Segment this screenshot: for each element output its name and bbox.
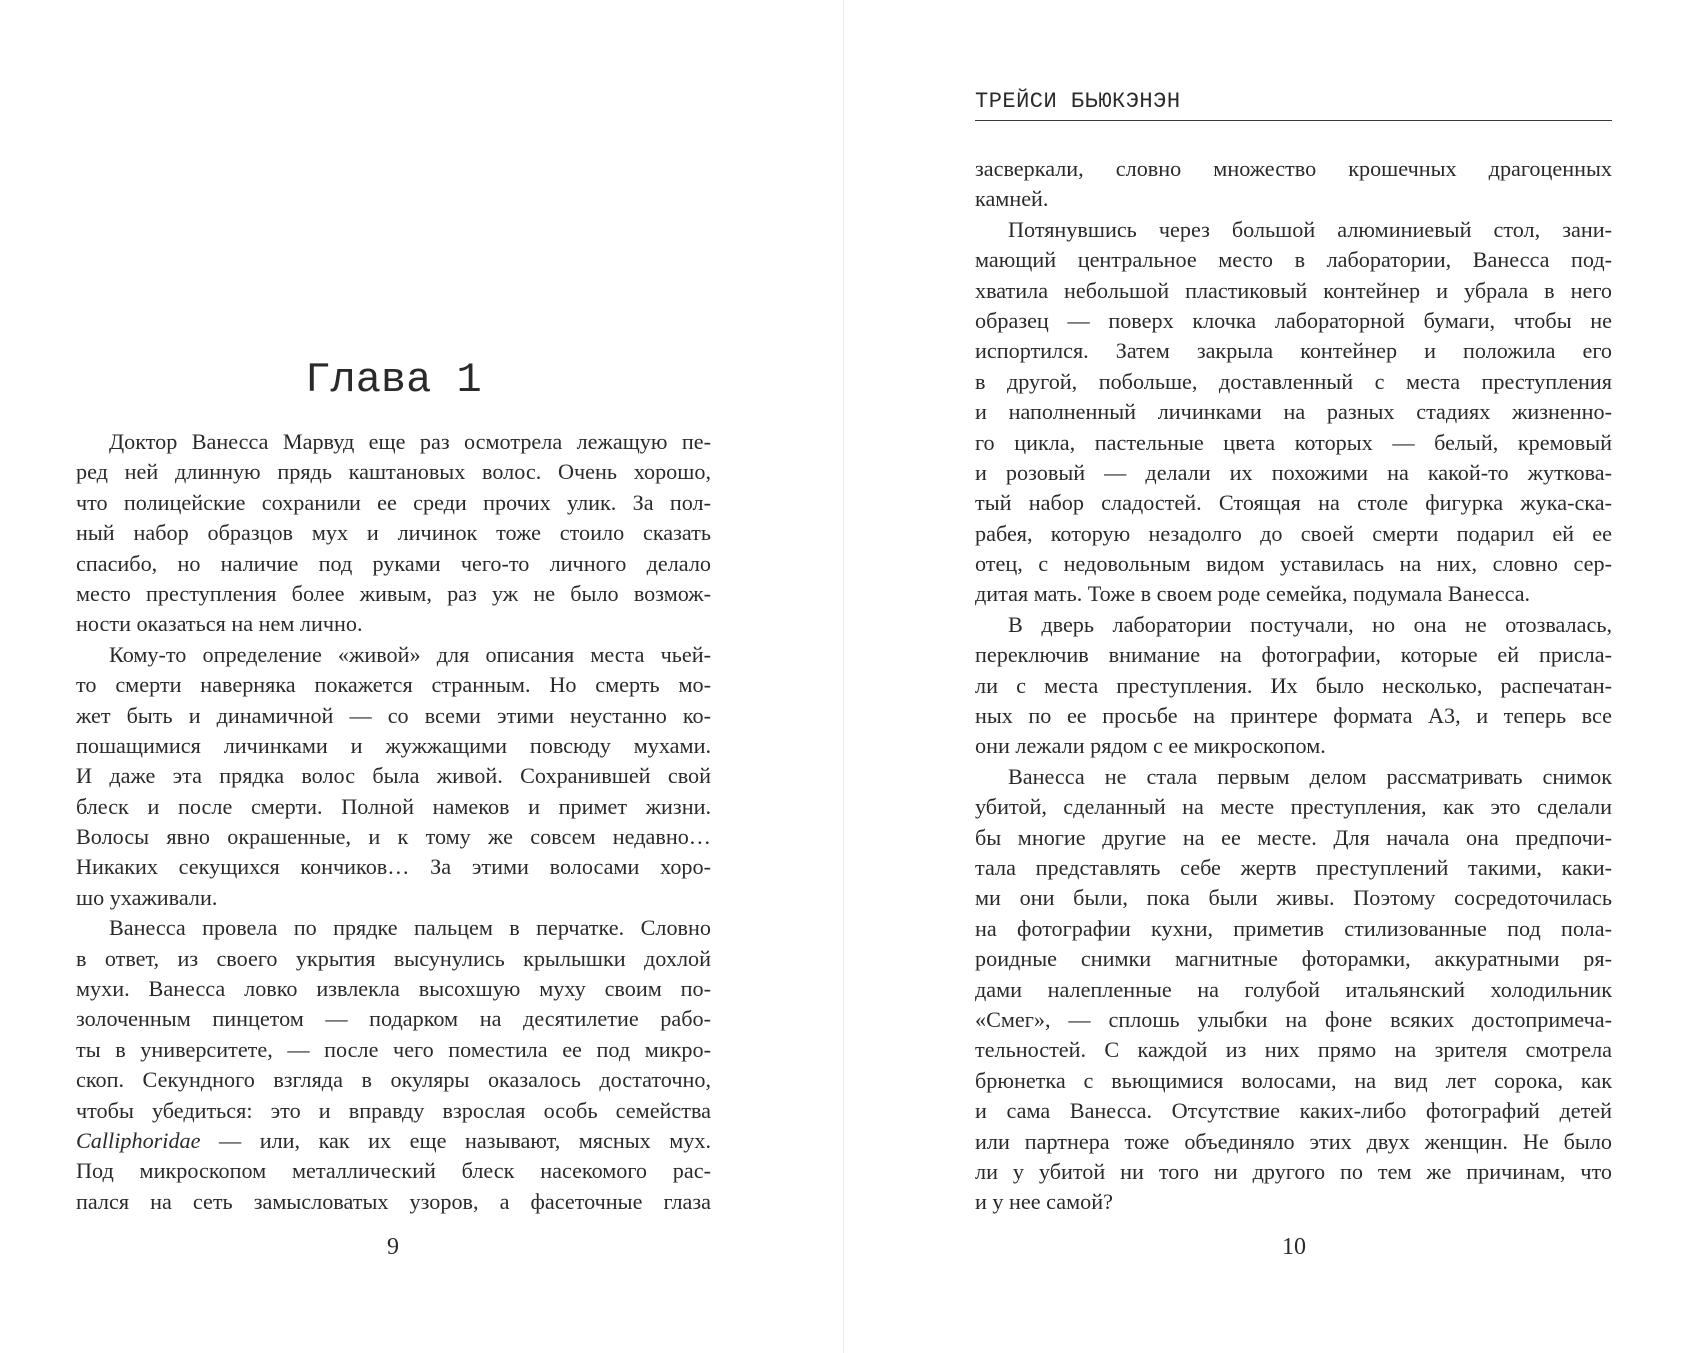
text-line: Ванесса не стала первым делом рассматривать снимок [1008, 763, 1612, 789]
text-line: ных по ее просьбе на принтере формата А3, и теперь все [975, 703, 1612, 729]
text-line: и сама Ванесса. Отсутствие каких-либо фотографий детей [975, 1098, 1612, 1124]
text-line: ный набор образцов мух и личинок тоже стоило сказать [76, 520, 711, 546]
text-line: место преступления более живым, раз уж не было возмож- [76, 580, 711, 606]
text-line: Потянувшись через большой алюминиевый стол, зани- [1008, 216, 1612, 242]
text-line: в ответ, из своего укрытия высунулись крылышки дохлой [76, 945, 711, 971]
text-line: Кому-то определение «живой» для описания места чьей- [109, 641, 711, 667]
text-line: спасибо, но наличие под руками чего-то личного делало [76, 550, 711, 576]
text-line: засверкали, словно множество крошечных драгоценных [975, 156, 1612, 181]
text-line: ности оказаться на нем лично. [76, 611, 363, 637]
text-line: убитой, сделанный на месте преступления, как это сделали [975, 794, 1612, 820]
text-line: бы многие другие на ее месте. Для начала она предпочи- [975, 824, 1612, 850]
text-line: В дверь лаборатории постучали, но она не отозвалась, [1008, 611, 1612, 637]
text-line: ли с места преступления. Их было несколько, распечатан- [975, 672, 1612, 698]
text-line: жет быть и динамичной — со всеми этими неустанно ко- [76, 702, 711, 728]
text-line: Доктор Ванесса Марвуд еще раз осмотрела лежащую пе- [109, 429, 711, 454]
text-line: И даже эта прядка волос была живой. Сохранившей свой [76, 763, 711, 789]
text-line: и наполненный личинками на разных стадиях жизненно- [975, 399, 1612, 425]
text-line-rest: — или, как их еще называют, мясных мух. [219, 1127, 711, 1153]
right-page-body [975, 154, 1612, 1218]
text-line: «Смег», — сплошь улыбки на фоне всяких достопримеча- [975, 1006, 1612, 1032]
page-number: 9 [387, 1234, 399, 1260]
text-line: Волосы явно окрашенные, и к тому же совсем недавно… [76, 824, 711, 850]
text-line: дами налепленные на голубой итальянский холодильник [975, 976, 1612, 1002]
text-line: Ванесса провела по прядке пальцем в перчатке. Словно [109, 915, 711, 941]
text-line: мухи. Ванесса ловко извлекла высохшую муху своим по- [76, 976, 711, 1002]
text-line: тельностей. С каждой из них прямо на зрителя смотрела [975, 1037, 1612, 1063]
text-line [76, 1126, 711, 1156]
text-line: то смерти наверняка покажется странным. Но смерть мо- [76, 672, 711, 698]
text-line: рабея, которую незадолго до своей смерти подарил ей ее [975, 520, 1612, 546]
text-line: и у нее самой? [975, 1189, 1114, 1215]
text-line: они лежали рядом с ее микроскопом. [975, 733, 1326, 759]
left-page-body [76, 427, 711, 1217]
text-line: брюнетка с вьющимися волосами, на вид лет сорока, как [975, 1067, 1612, 1093]
text-line: камней. [975, 186, 1049, 212]
text-line: Никаких секущихся кончиков… За этими волосами хоро- [76, 854, 711, 880]
text-line: что полицейские сохранили ее среди прочих улик. За пол- [76, 489, 711, 515]
text-line: мающий центральное место в лаборатории, Ванесса под- [975, 247, 1612, 273]
running-head-author: ТРЕЙСИ БЬЮКЭНЭН [975, 89, 1181, 114]
text-line: переключив внимание на фотографии, которые ей присла- [975, 642, 1612, 668]
text-line: блеск и после смерти. Полной намеков и примет жизни. [76, 793, 711, 819]
text-line: испортился. Затем закрыла контейнер и положила его [975, 338, 1612, 364]
text-line: или партнера тоже объединяло этих двух женщин. Не было [975, 1128, 1612, 1154]
text-line: ми они были, пока были живы. Поэтому сосредоточилась [975, 885, 1612, 911]
text-line: ред ней длинную прядь каштановых волос. Очень хорошо, [76, 459, 711, 485]
text-line: го цикла, пастельные цвета которых — белый, кремовый [975, 429, 1612, 455]
text-line: роидные снимки магнитные фоторамки, аккуратными ря- [975, 946, 1612, 972]
text-line: золоченным пинцетом — подарком на десятилетие рабо- [76, 1006, 711, 1032]
text-line: дитая мать. Тоже в своем роде семейка, подумала Ванесса. [975, 581, 1531, 607]
text-line: и розовый — делали их похожими на какой-то жуткова- [975, 459, 1612, 485]
chapter-title: Глава 1 [305, 356, 482, 404]
latin-term: Calliphoridae [76, 1127, 201, 1153]
text-line: в другой, побольше, доставленный с места преступления [975, 368, 1612, 394]
text-line: ты в университете, — после чего поместила ее под микро- [76, 1036, 711, 1062]
text-line: ли у убитой ни того ни другого по тем же причинам, что [975, 1158, 1612, 1184]
text-line: пался на сеть замысловатых узоров, а фасеточные глаза [76, 1188, 711, 1214]
running-head [975, 90, 1612, 121]
text-line: хватила небольшой пластиковый контейнер и убрала в него [975, 277, 1612, 303]
text-line: чтобы убедиться: это и вправду взрослая особь семейства [76, 1097, 711, 1123]
text-line: пошащимися личинками и жужжащими повсюду мухами. [76, 732, 711, 758]
right-page [844, 0, 1686, 1353]
page-number: 10 [1282, 1234, 1306, 1260]
text-line: на фотографии кухни, приметив стилизованные под пола- [975, 915, 1612, 941]
text-line: скоп. Секундного взгляда в окуляры оказалось достаточно, [76, 1067, 711, 1093]
text-line: образец — поверх клочка лабораторной бумаги, чтобы не [975, 307, 1612, 333]
text-line: тый набор сладостей. Стоящая на столе фигурка жука-ска- [975, 490, 1612, 516]
text-line: Под микроскопом металлический блеск насекомого рас- [76, 1158, 711, 1184]
text-line: шо ухаживали. [76, 884, 218, 910]
text-line: тала представлять себе жертв преступлений такими, каки- [975, 854, 1612, 880]
text-line: отец, с недовольным видом уставилась на них, словно сер- [975, 551, 1612, 577]
